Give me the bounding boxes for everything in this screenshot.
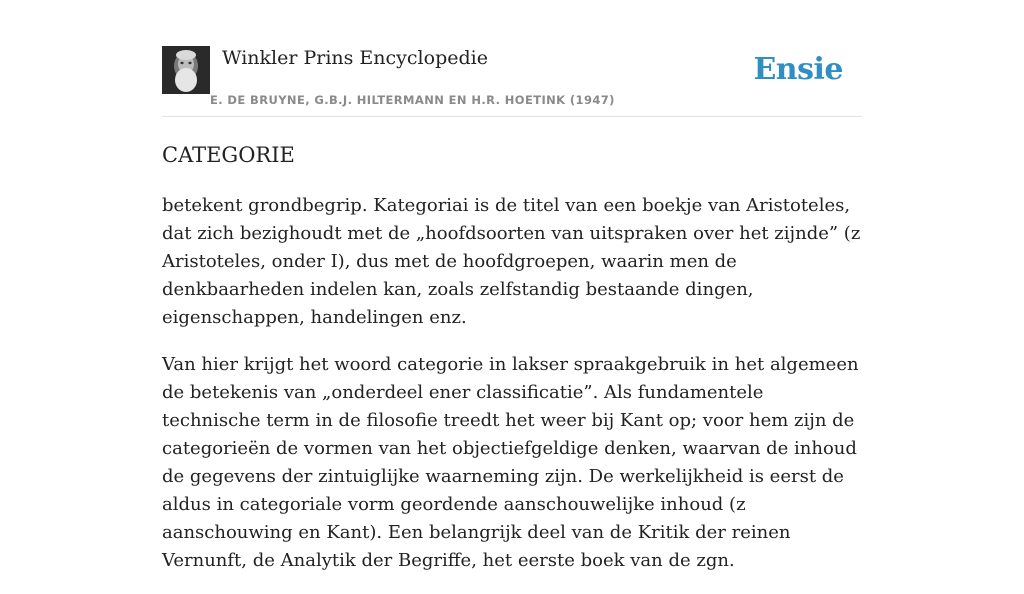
entry-paragraph: Van hier krijgt het woord categorie in lakser spraakgebruik in het algemeen de betekenis van „onderdeel ener classificatie”. Als fundamentele technische term in de filosofie treedt het weer bij Kant op; voor hem zijn de categorieën de vormen van het objectiefgeldige denken, waarvan de inhoud de gegevens der zintuiglijke waarneming zijn. De werkelijkheid is eerst de aldus in categoriale vorm geordende aanschouwelijke inhoud (z aanschouwing en Kant). Een belangrijk deel van de Kritik der reinen Vernunft, de Analytik der Begriffe, het eerste boek van de zgn. bbox=[162, 354, 859, 571]
entry-paragraph: betekent grondbegrip. Kategoriai is de titel van een boekje van Aristoteles, dat zich bezighoudt met de „hoofdsoorten van uitspraken over het zijnde” (z Aristoteles, onder I), dus met de hoofdgroepen, waarin men de denkbaarheden indelen kan, zoals zelfstandig bestaande dingen, eigenschappen, handelingen enz. bbox=[162, 195, 861, 328]
source-header bbox=[162, 46, 862, 117]
source-authors: E. DE BRUYNE, G.B.J. HILTERMANN EN H.R. HOETINK (1947) bbox=[210, 93, 615, 107]
entry-title: CATEGORIE bbox=[162, 143, 295, 167]
ensie-logo-link[interactable]: Ensie bbox=[753, 52, 843, 87]
entry-body bbox=[162, 192, 862, 594]
author-portrait-icon bbox=[162, 46, 210, 94]
source-title: Winkler Prins Encyclopedie bbox=[222, 47, 488, 69]
